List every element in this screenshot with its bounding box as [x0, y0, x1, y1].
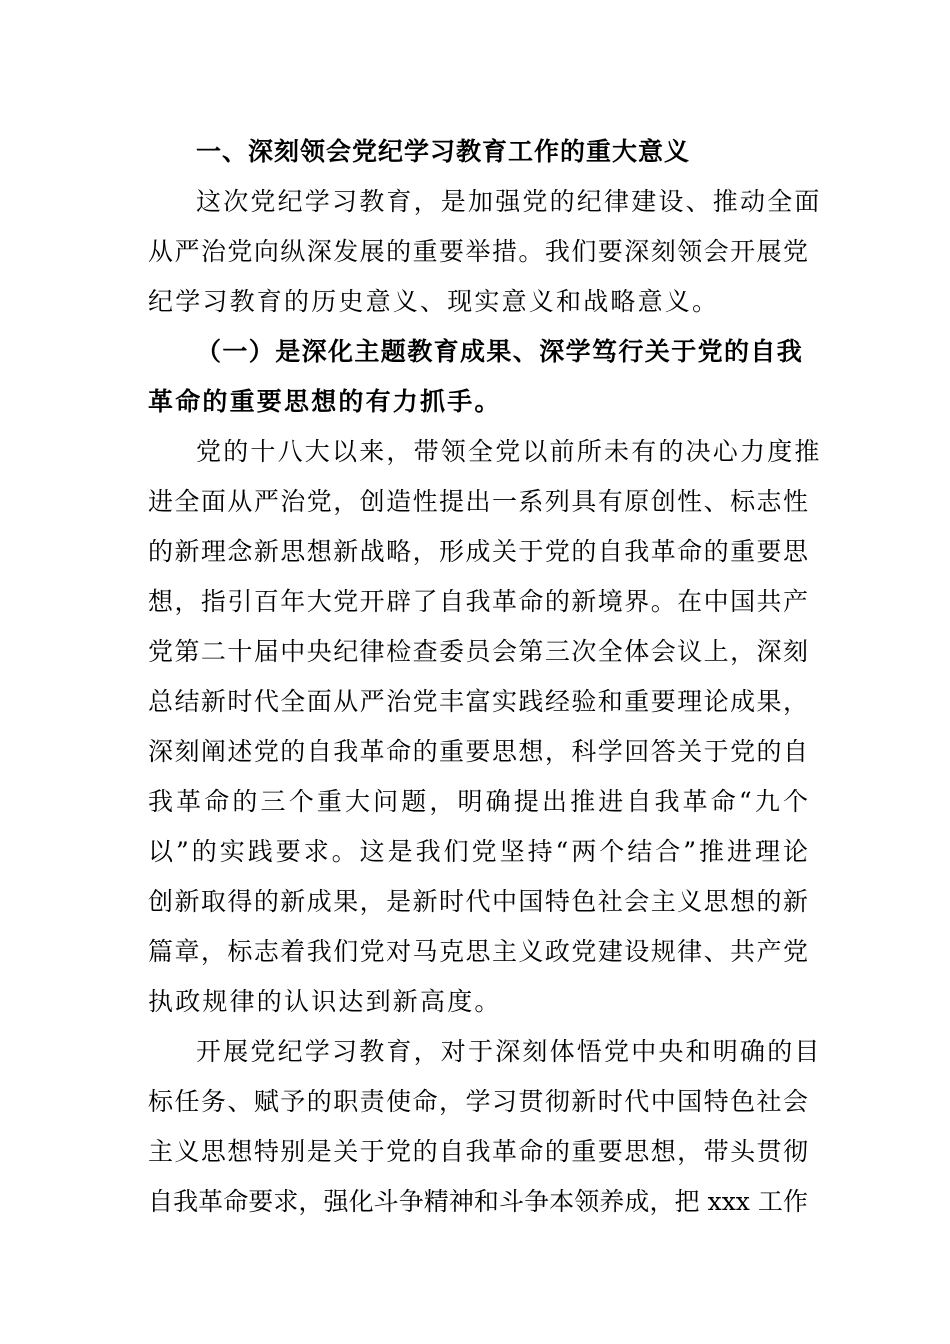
intro-line: 纪学习教育的历史意义、现实意义和战略意义。 — [148, 287, 720, 316]
paragraph-line: 创新取得的新成果，是新时代中国特色社会主义思想的新 — [148, 887, 808, 916]
paragraph-line: 开展党纪学习教育，对于深刻体悟党中央和明确的目 — [196, 1037, 822, 1066]
paragraph-line: 以”的实践要求。这是我们党坚持“两个结合”推进理论 — [148, 837, 808, 866]
paragraph-line: 总结新时代全面从严治党丰富实践经验和重要理论成果， — [148, 687, 808, 716]
paragraph-line: 标任务、赋予的职责使命，学习贯彻新时代中国特色社会 — [148, 1087, 808, 1116]
paragraph-line: 我革命的三个重大问题，明确提出推进自我革命“九个 — [148, 787, 808, 816]
section-heading: 一、深刻领会党纪学习教育工作的重大意义 — [196, 137, 691, 166]
paragraph-line: 党的十八大以来，带领全党以前所未有的决心力度推 — [196, 437, 822, 466]
intro-line: 这次党纪学习教育，是加强党的纪律建设、推动全面 — [196, 187, 822, 216]
paragraph-line: 篇章，标志着我们党对马克思主义政党建设规律、共产党 — [148, 937, 808, 966]
paragraph-line: 的新理念新思想新战略，形成关于党的自我革命的重要思 — [148, 537, 808, 566]
paragraph-line: 主义思想特别是关于党的自我革命的重要思想，带头贯彻 — [148, 1137, 808, 1166]
paragraph-line: 进全面从严治党，创造性提出一系列具有原创性、标志性 — [148, 487, 808, 516]
subheading-line: （一）是深化主题教育成果、深学笃行关于党的自我 — [196, 337, 804, 366]
paragraph-line: 想，指引百年大党开辟了自我革命的新境界。在中国共产 — [148, 587, 808, 616]
paragraph-line: 党第二十届中央纪律检查委员会第三次全体会议上，深刻 — [148, 637, 808, 666]
subheading-line: 革命的重要思想的有力抓手。 — [148, 387, 502, 416]
paragraph-line: 自我革命要求，强化斗争精神和斗争本领养成，把 xxx 工作 — [148, 1187, 808, 1216]
paragraph-line: 执政规律的认识达到新高度。 — [148, 987, 502, 1016]
intro-line: 从严治党向纵深发展的重要举措。我们要深刻领会开展党 — [148, 237, 808, 266]
paragraph-line: 深刻阐述党的自我革命的重要思想，科学回答关于党的自 — [148, 737, 808, 766]
